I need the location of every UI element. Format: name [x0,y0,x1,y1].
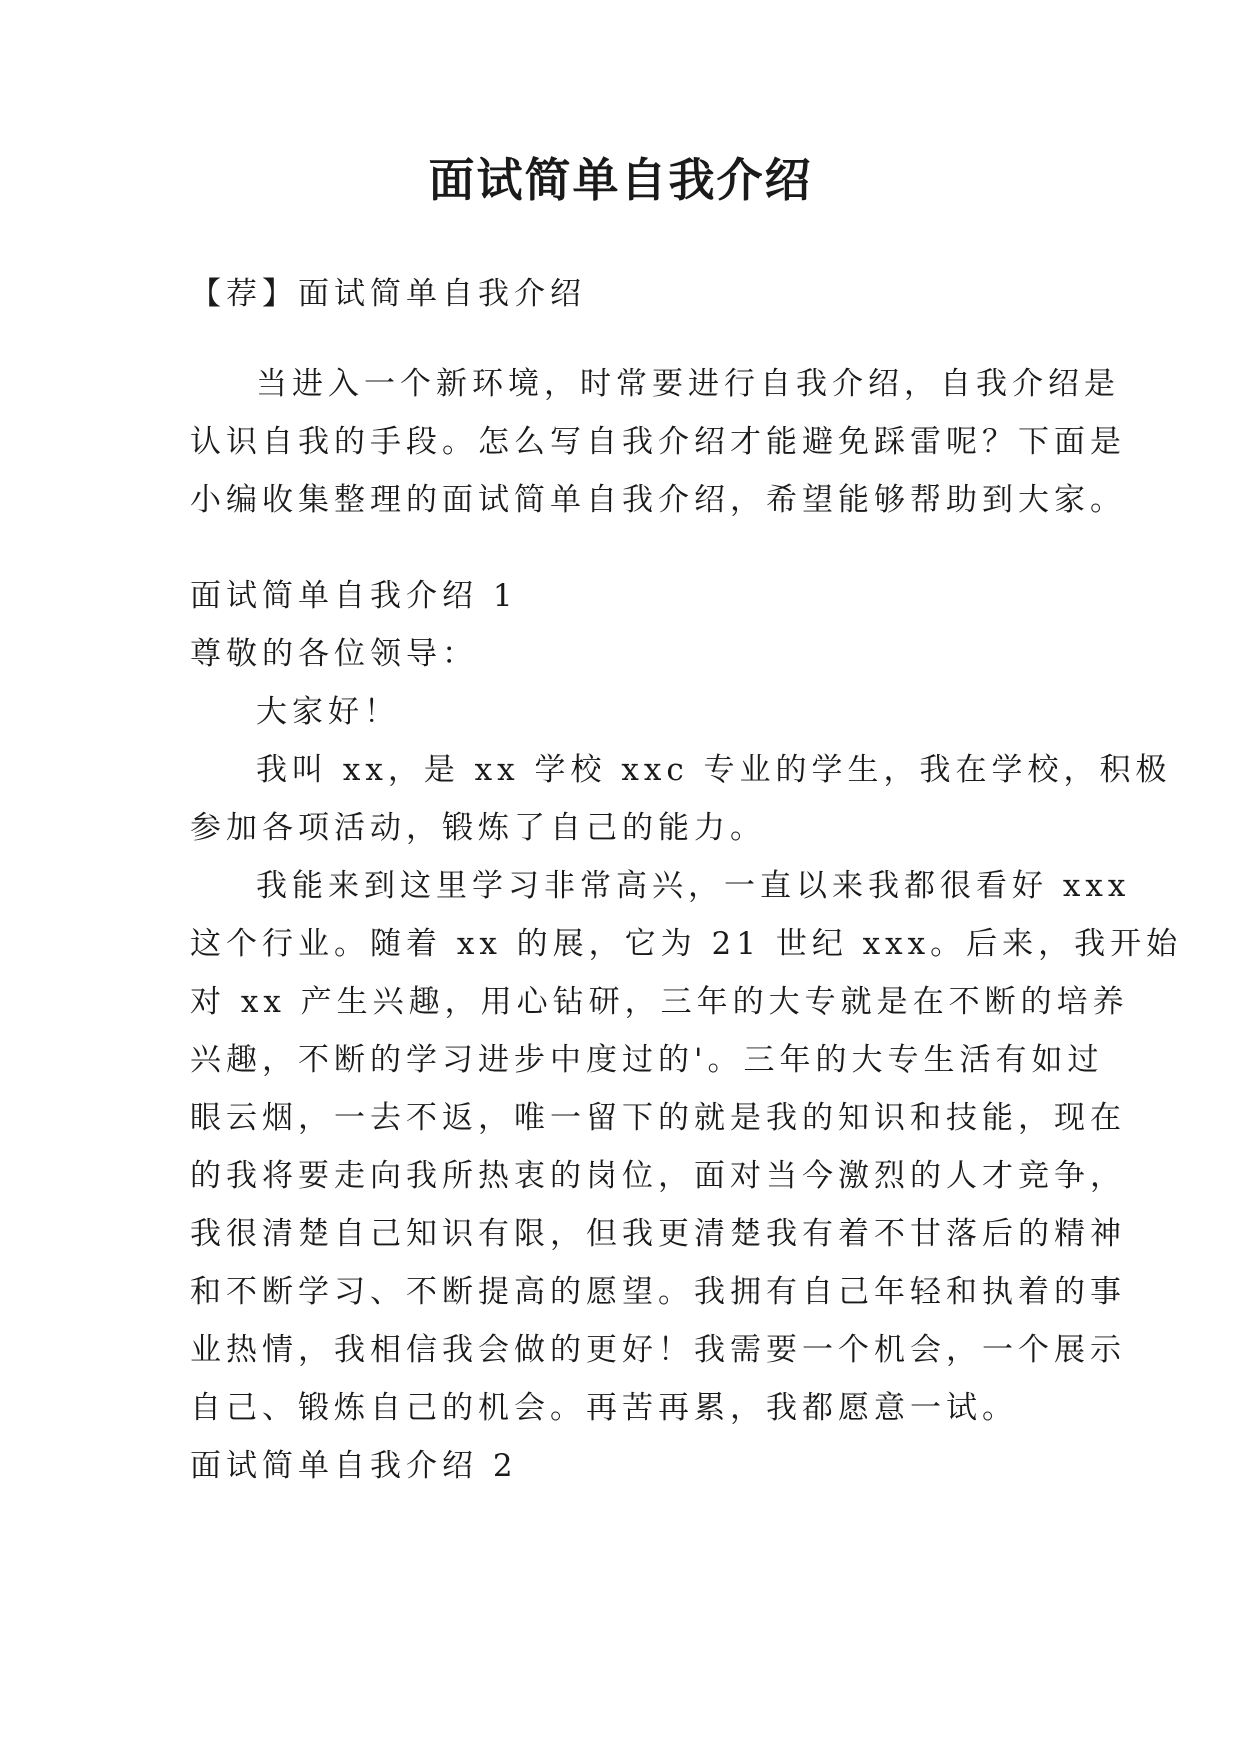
salutation: 尊敬的各位领导： [190,636,478,672]
paragraph-line: 参加各项活动，锻炼了自己的能力。 [190,810,766,846]
greeting: 大家好！ [256,694,400,730]
intro-paragraph [190,355,1126,529]
paragraph-line: 眼云烟，一去不返，唯一留下的就是我的知识和技能，现在 [190,1100,1126,1136]
paragraph-line: 这个行业。随着 xx 的展，它为 21 世纪 xxx。后来，我开始 [190,926,1183,962]
paragraph-line: 我叫 xx，是 xx 学校 xxc 专业的学生，我在学校，积极 [256,752,1172,788]
document-subtitle: 【荐】面试简单自我介绍 [190,276,586,312]
paragraph-line: 我很清楚自己知识有限，但我更清楚我有着不甘落后的精神 [190,1216,1126,1252]
paragraph-line: 和不断学习、不断提高的愿望。我拥有自己年轻和执着的事 [190,1274,1126,1310]
paragraph-line: 自己、锻炼自己的机会。再苦再累，我都愿意一试。 [190,1390,1018,1426]
section-1 [190,567,1183,1495]
paragraph-line: 对 xx 产生兴趣，用心钻研，三年的大专就是在不断的培养 [190,984,1129,1020]
section-heading: 面试简单自我介绍 1 [190,578,518,614]
paragraph-line: 业热情，我相信我会做的更好！我需要一个机会，一个展示 [190,1332,1126,1368]
subtitle-block [190,265,1060,323]
intro-line: 认识自我的手段。怎么写自我介绍才能避免踩雷呢？下面是 [190,424,1126,460]
paragraph-line: 我能来到这里学习非常高兴，一直以来我都很看好 xxx [256,868,1131,904]
document-title: 面试简单自我介绍 [428,153,813,207]
intro-line: 当进入一个新环境，时常要进行自我介绍，自我介绍是 [256,366,1120,402]
paragraph-line: 兴趣，不断的学习进步中度过的'。三年的大专生活有如过 [190,1042,1104,1078]
intro-line: 小编收集整理的面试简单自我介绍，希望能够帮助到大家。 [190,482,1126,518]
paragraph-line: 的我将要走向我所热衷的岗位，面对当今激烈的人才竞争， [190,1158,1126,1194]
section-heading: 面试简单自我介绍 2 [190,1448,518,1484]
